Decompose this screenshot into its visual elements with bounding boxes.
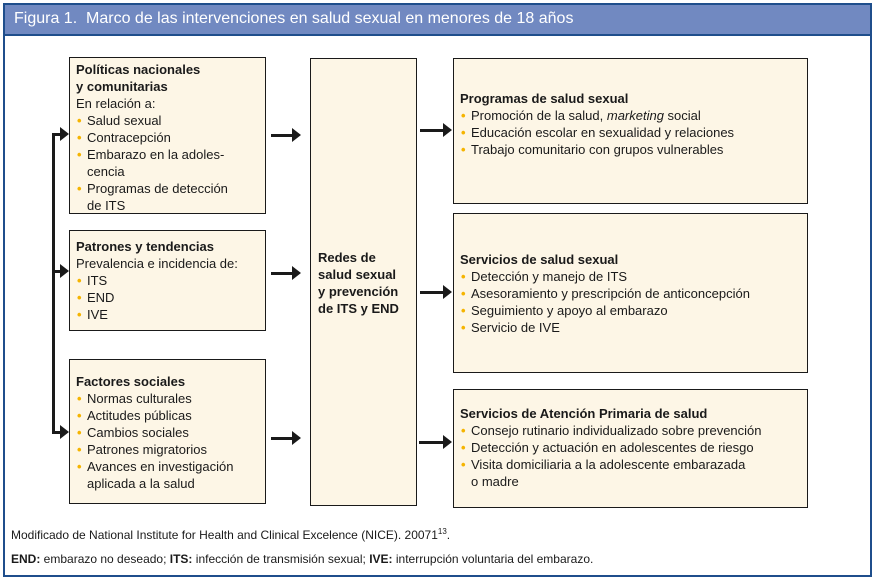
box-factores — [69, 359, 266, 504]
box-title: Factores sociales — [76, 374, 186, 389]
list-item: • Avances en investigación aplicada a la salud — [77, 459, 234, 491]
bullet-icon: • — [77, 391, 82, 406]
bullet-icon: • — [77, 425, 82, 440]
list-item: • Seguimiento y apoyo al embarazo — [461, 303, 668, 318]
bullet-icon: • — [77, 408, 82, 423]
bullet-icon: • — [461, 320, 466, 335]
bullet-icon: • — [77, 113, 82, 128]
bullet-icon: • — [77, 130, 82, 145]
figure-title — [14, 10, 573, 28]
bullet-icon: • — [77, 181, 82, 196]
box-programas — [453, 58, 808, 204]
bullet-icon: • — [461, 457, 466, 472]
bullet-icon: • — [77, 273, 82, 288]
arrow-redes-to-servicios — [420, 291, 444, 294]
list-item: • Embarazo en la adoles- cencia — [77, 147, 225, 179]
arrow-redes-to-atencion-primaria — [419, 441, 444, 444]
arrow-to-politicas — [52, 133, 61, 136]
figure-header — [3, 3, 872, 36]
arrow-patrones-to-redes — [271, 272, 293, 275]
box-redes — [310, 58, 417, 506]
list-item: • Promoción de la salud, marketing social — [461, 108, 701, 123]
list-item: • ITS — [77, 273, 108, 288]
list-item: • Normas culturales — [77, 391, 192, 406]
abbreviations-note: END: embarazo no deseado; ITS: infección de transmisión sexual; IVE: interrupción voluntaria del embarazo. — [11, 552, 594, 566]
list-item: • Salud sexual — [77, 113, 162, 128]
arrow-factores-to-redes — [271, 437, 293, 440]
box-patrones — [69, 230, 266, 331]
list-item: • Servicio de IVE — [461, 320, 560, 335]
box-title: Servicios de Atención Primaria de salud — [460, 406, 708, 421]
list-item: • Patrones migratorios — [77, 442, 207, 457]
left-connector-line — [52, 134, 55, 434]
box-title: Servicios de salud sexual — [460, 252, 619, 267]
list-item: • Actitudes públicas — [77, 408, 192, 423]
bullet-icon: • — [461, 269, 466, 284]
bullet-icon: • — [77, 290, 82, 305]
arrow-to-patrones — [52, 270, 61, 273]
source-note: Modificado de National Institute for Health and Clinical Excelence (NICE). 20071$^{13}$. — [11, 527, 451, 542]
list-item: • Educación escolar en sexualidad y relaciones — [461, 125, 735, 140]
bullet-icon: • — [77, 147, 82, 162]
bullet-icon: • — [461, 108, 466, 123]
figure-label: Figura 1. — [14, 10, 78, 27]
list-item: • Consejo rutinario individualizado sobre prevención — [461, 423, 762, 438]
bullet-icon: • — [461, 125, 466, 140]
list-item: • Programas de detección de ITS — [77, 181, 228, 213]
list-item: • Detección y actuación en adolescentes de riesgo — [461, 440, 754, 455]
box-subtitle: En relación a: — [76, 96, 156, 111]
list-item: • Contracepción — [77, 130, 171, 145]
box-servicios-salud-sexual — [453, 213, 808, 373]
box-title: Políticas nacionales — [76, 62, 201, 77]
list-item: • Asesoramiento y prescripción de anticoncepción — [461, 286, 750, 301]
bullet-icon: • — [77, 442, 82, 457]
list-item: • IVE — [77, 307, 108, 322]
reference-number: 13 — [437, 527, 447, 536]
bullet-icon: • — [461, 423, 466, 438]
arrow-to-factores — [52, 431, 61, 434]
list-item: • END — [77, 290, 115, 305]
redes-label: Redes de salud sexual y prevención de ITS y END — [318, 250, 399, 316]
box-title: Programas de salud sexual — [460, 91, 629, 106]
figure-title-text: Marco de las intervenciones en salud sexual en menores de 18 años — [86, 10, 574, 27]
bullet-icon: • — [77, 459, 82, 474]
box-title: y comunitarias — [76, 79, 168, 94]
bullet-icon: • — [461, 286, 466, 301]
list-item: • Visita domiciliaria a la adolescente embarazada o madre — [461, 457, 746, 489]
bullet-icon: • — [461, 303, 466, 318]
list-item: • Cambios sociales — [77, 425, 189, 440]
box-title: Patrones y tendencias — [76, 239, 214, 254]
box-subtitle: Prevalencia e incidencia de: — [76, 256, 238, 271]
arrow-politicas-to-redes — [271, 134, 293, 137]
arrow-redes-to-programas — [420, 129, 444, 132]
box-politicas — [69, 57, 266, 214]
bullet-icon: • — [461, 440, 466, 455]
bullet-icon: • — [77, 307, 82, 322]
list-item: • Detección y manejo de ITS — [461, 269, 628, 284]
list-item: • Trabajo comunitario con grupos vulnerables — [461, 142, 724, 157]
bullet-icon: • — [461, 142, 466, 157]
box-atencion-primaria — [453, 389, 808, 508]
